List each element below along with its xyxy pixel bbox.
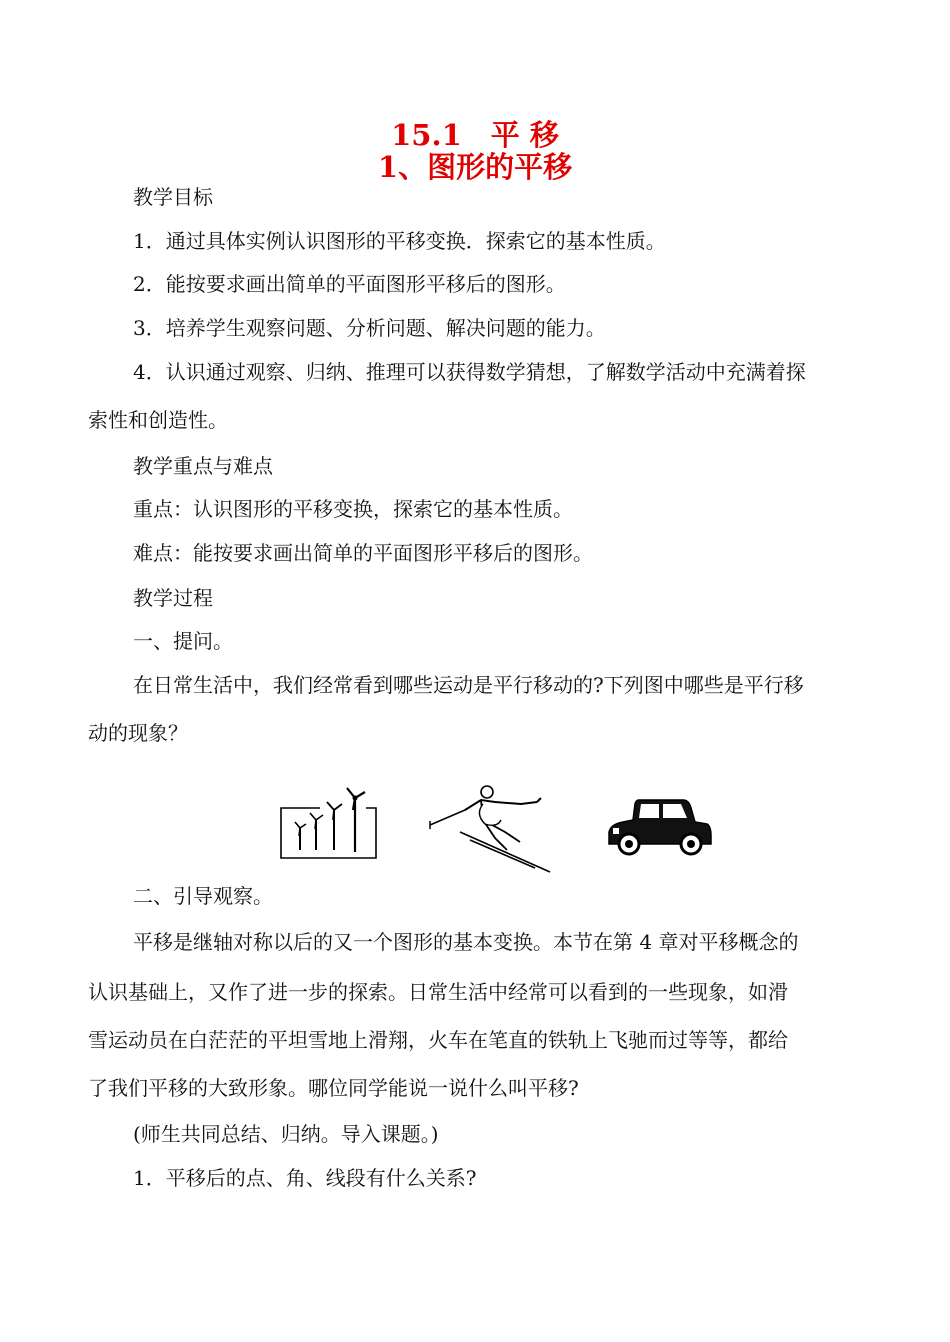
- title-line-2: 1、图形的平移: [377, 150, 573, 184]
- question-1: 1．平移后的点、角、线段有什么关系?: [133, 1166, 477, 1190]
- goal-4-line-1: 4．认识通过观察、归纳、推理可以获得数学猜想，了解数学活动中充满着探: [133, 360, 806, 384]
- paragraph-line-4: 了我们平移的大致形象。哪位同学能说一说什么叫平移?: [88, 1076, 579, 1100]
- process-heading: 教学过程: [133, 586, 213, 610]
- paragraph-line-3: 雪运动员在白茫茫的平坦雪地上滑翔，火车在笔直的铁轨上飞驰而过等等，都给: [88, 1028, 788, 1052]
- key-heading: 教学重点与难点: [133, 454, 273, 478]
- car-figure: [605, 792, 715, 862]
- goal-3: 3．培养学生观察问题、分析问题、解决问题的能力。: [133, 316, 606, 340]
- goal-1: 1．通过具体实例认识图形的平移变换．探索它的基本性质。: [133, 229, 666, 253]
- question-line-1: 在日常生活中，我们经常看到哪些运动是平行移动的?下列图中哪些是平行移: [133, 673, 804, 697]
- goal-4-line-2: 索性和创造性。: [88, 408, 228, 432]
- goal-2: 2．能按要求画出简单的平面图形平移后的图形。: [133, 272, 566, 296]
- difficult-point: 难点：能按要求画出简单的平面图形平移后的图形。: [133, 541, 593, 565]
- paragraph-line-2: 认识基础上，又作了进一步的探索。日常生活中经常可以看到的一些现象，如滑: [88, 980, 788, 1004]
- illustrations: [270, 780, 720, 880]
- goals-heading: 教学目标: [133, 185, 213, 209]
- note: (师生共同总结、归纳。导入课题。): [133, 1122, 439, 1146]
- skier-figure: [425, 780, 555, 875]
- question-line-2: 动的现象？: [88, 721, 188, 745]
- title-line-1: 15.1 平 移: [391, 118, 559, 152]
- step-1: 一、提问。: [133, 629, 233, 653]
- windmill-figure: [278, 780, 383, 865]
- paragraph-line-1: 平移是继轴对称以后的又一个图形的基本变换。本节在第 4 章对平移概念的: [133, 930, 799, 954]
- key-point: 重点：认识图形的平移变换，探索它的基本性质。: [133, 497, 573, 521]
- step-2: 二、引导观察。: [133, 884, 273, 908]
